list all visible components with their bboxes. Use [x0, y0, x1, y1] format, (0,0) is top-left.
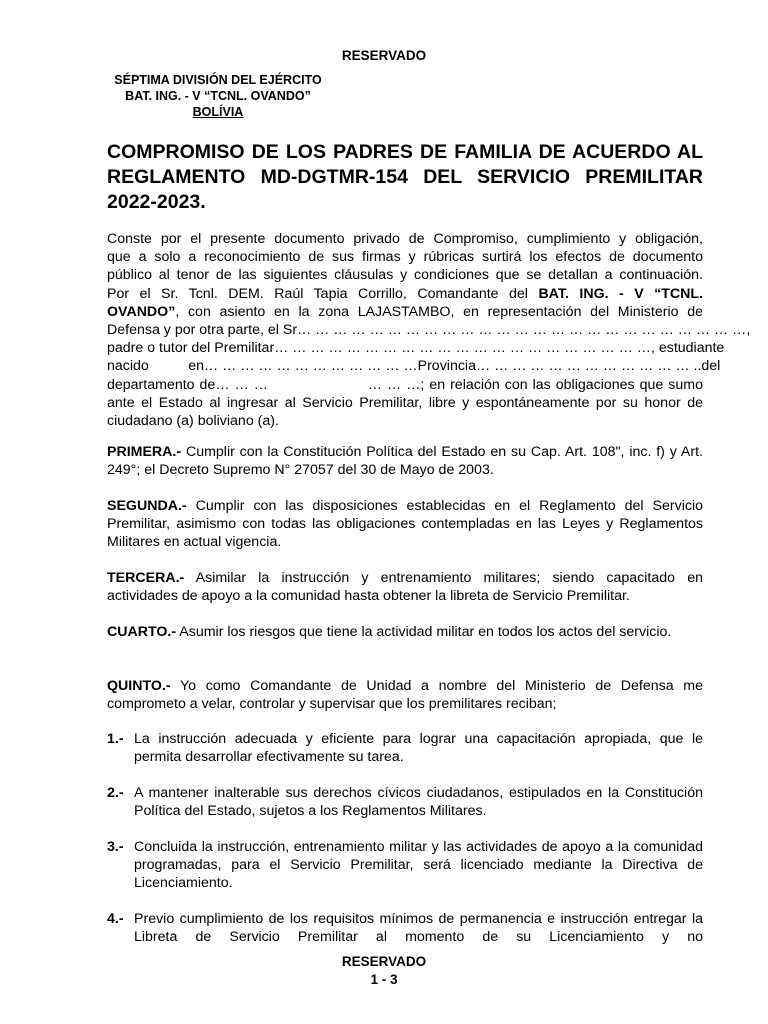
clause-text: Asumir los riesgos que tiene la actividad militar en todos los actos del servicio.: [179, 624, 672, 640]
item-number: 1.-: [107, 731, 124, 747]
document-title: COMPROMISO DE LOS PADRES DE FAMILIA DE ACUERDO AL REGLAMENTO MD-DGTMR-154 DEL SERVICIO PREMILITAR 2022-2023.: [107, 141, 703, 213]
unit-name-line2: BAT. ING. - V “TCNL. OVANDO”: [125, 89, 311, 103]
intro-text: , con asiento en la zona LAJASTAMBO, en representación del Ministerio de: [175, 303, 703, 320]
intro-line: departamento de… … … … … …; en relación con las obligaciones que sumo: [107, 376, 703, 393]
intro-paragraph: [107, 230, 751, 430]
classification-header: RESERVADO: [341, 48, 427, 63]
unit-name-bold: OVANDO”: [107, 303, 176, 320]
item-text: Previo cumplimiento de los requisitos mínimos de permanencia e instrucción entregar la Libreta de Servicio Premilitar al momento de su Licenciamiento y no: [134, 911, 703, 946]
clause-label: SEGUNDA.-: [107, 498, 187, 514]
clause-label: QUINTO.-: [107, 678, 171, 694]
clause-text: Cumplir con las disposiciones establecidas en el Reglamento del Servicio Premilitar, asimismo con todas las obligaciones contempladas en las Leyes y Reglamentos Militares en actual vigencia.: [107, 498, 703, 551]
item-text: A mantener inalterable sus derechos cívicos ciudadanos, estipulados en la Constitución Política del Estado, sujetos a los Reglamentos Militares.: [134, 785, 703, 820]
classification-footer: RESERVADO: [341, 954, 427, 969]
country-label: BOLÍVIA: [192, 105, 244, 119]
clause-quinto: [107, 677, 703, 713]
intro-line: Conste por el presente documento privado de Compromiso, cumplimiento y obligación,: [107, 231, 703, 247]
page-number: 1 - 3: [370, 972, 398, 987]
numbered-item: [107, 838, 703, 893]
clause-text: Yo como Comandante de Unidad a nombre del Ministerio de Defensa me comprometo a velar, controlar y supervisar que los premilitares reciban;: [107, 678, 704, 713]
intro-text: Por el Sr. Tcnl. DEM. Raúl Tapia Corrillo, Comandante del: [107, 285, 539, 302]
intro-line: ante el Estado al ingresar al Servicio Premilitar, libre y espontáneamente por su honor de: [107, 394, 703, 411]
clause-label: TERCERA.-: [107, 570, 185, 586]
clause-label: CUARTO.-: [107, 624, 177, 640]
unit-name-bold: BAT. ING. - V “TCNL.: [538, 285, 703, 302]
item-text: Concluida la instrucción, entrenamiento militar y las actividades de apoyo a la comunidad programadas, para el Servicio Premilitar, será licenciado mediante la Directiva de Licenciamiento.: [134, 839, 703, 892]
intro-line: padre o tutor del Premilitar… … … … … … … … … … … … … … … … … … … … …, estudiante: [107, 340, 725, 357]
intro-line: [107, 285, 703, 303]
numbered-item: [107, 784, 703, 820]
item-number: 4.-: [107, 911, 124, 927]
item-text: La instrucción adecuada y eficiente para lograr una capacitación apropiada, que le permita desarrollar efectivamente su tarea.: [134, 731, 703, 766]
intro-line: Defensa y por otra parte, el Sr… … … … … … … … … … … … … … … … … … … … … … … … …,: [107, 322, 751, 339]
clause-text: Cumplir con la Constitución Política del Estado en su Cap. Art. 108", inc. f) y Art. 249°; el Decreto Supremo N° 27057 del 30 de Mayo de 2003.: [107, 444, 703, 479]
intro-line: público al tenor de las siguientes cláusulas y condiciones que se detallan a continuación.: [107, 267, 703, 284]
clause-text: Asimilar la instrucción y entrenamiento militares; siendo capacitado en actividades de apoyo a la comunidad hasta obtener la libreta de Servicio Premilitar.: [107, 570, 703, 605]
clause-cuarto: [107, 623, 703, 641]
clause-segunda: [107, 497, 703, 552]
numbered-item: [107, 730, 703, 766]
clause-tercera: [107, 569, 703, 605]
clause-label: PRIMERA.-: [107, 444, 182, 460]
numbered-item: [107, 910, 703, 946]
item-number: 3.-: [107, 839, 124, 855]
unit-country: [108, 104, 328, 120]
intro-line: que a solo a reconocimiento de sus firmas y rúbricas surtirá los efectos de documento: [107, 249, 703, 266]
clause-primera: [107, 443, 703, 479]
intro-line: nacido en… … … … … … … … … … … …Provincia… … … … … … … … … … … … ..del: [107, 358, 721, 375]
intro-line: ciudadano (a) boliviano (a).: [107, 413, 279, 430]
unit-name-line1: SÉPTIMA DIVISIÓN DEL EJÉRCITO: [114, 73, 322, 87]
intro-line: [107, 303, 703, 321]
item-number: 2.-: [107, 785, 124, 801]
